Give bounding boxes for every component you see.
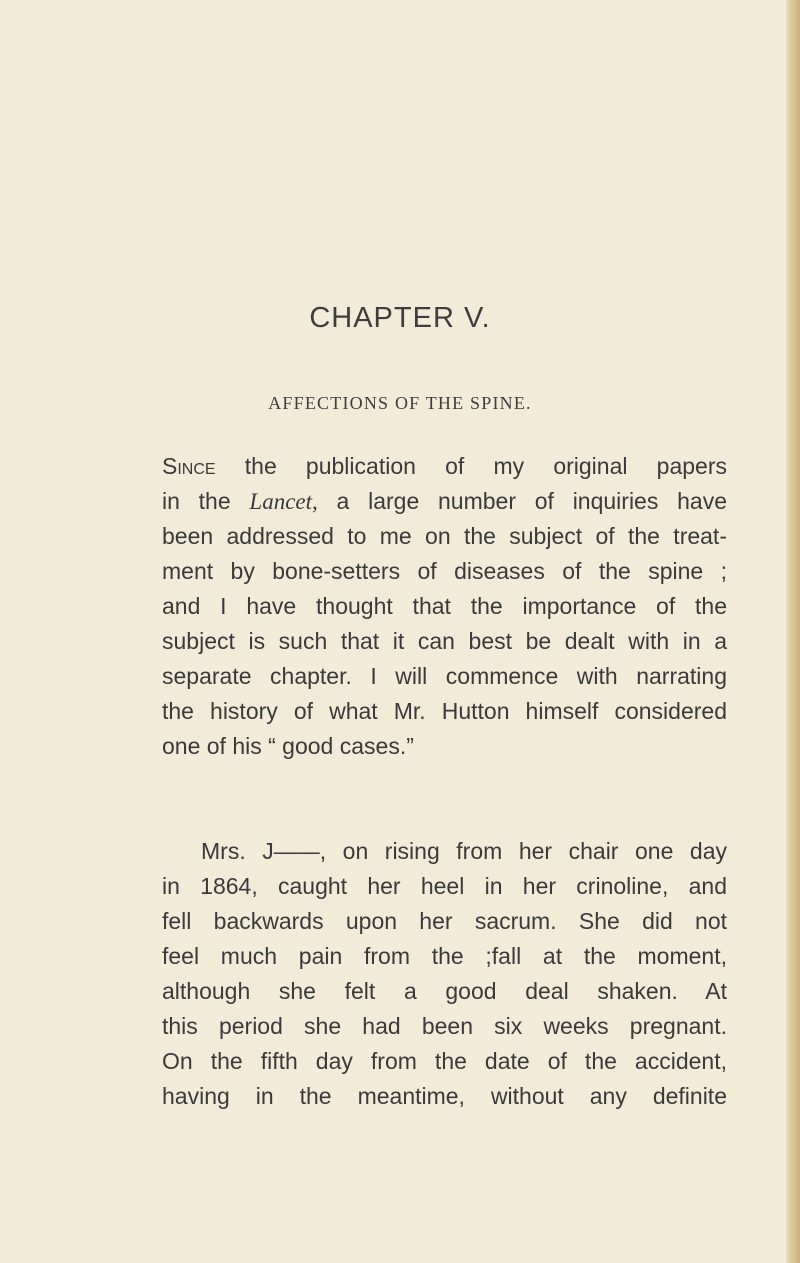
page-edge xyxy=(786,0,800,1263)
lead-word: Since xyxy=(162,453,216,479)
text-line: been addressed to me on the subject of the treat- xyxy=(162,523,727,549)
journal-title: Lancet, xyxy=(249,489,318,514)
text-line: this period she had been six weeks pregnant. xyxy=(162,1013,727,1039)
text-line: having in the meantime, without any definite xyxy=(162,1083,727,1109)
text-line: and I have thought that the importance of the xyxy=(162,593,727,619)
text-line: in the Lancet, a large number of inquiries have xyxy=(162,488,727,514)
text-line: although she felt a good deal shaken. At xyxy=(162,978,727,1004)
text-line: one of his “ good cases.” xyxy=(162,733,414,759)
text-line: Mrs. J——, on rising from her chair one day xyxy=(201,838,727,864)
text-line: feel much pain from the ;fall at the moment, xyxy=(162,943,727,969)
text-line: fell backwards upon her sacrum. She did not xyxy=(162,908,727,934)
chapter-title: CHAPTER V. xyxy=(309,302,491,334)
text-line: Since the publication of my original papers xyxy=(162,453,727,479)
paragraph-1 xyxy=(162,449,727,764)
text-line: in 1864, caught her heel in her crinoline, and xyxy=(162,873,727,899)
paragraph-2 xyxy=(162,834,727,1114)
text-line: the history of what Mr. Hutton himself considered xyxy=(162,698,727,724)
text-line: separate chapter. I will commence with narrating xyxy=(162,663,727,689)
text-line: subject is such that it can best be dealt with in a xyxy=(162,628,727,654)
text-line: ment by bone-setters of diseases of the spine ; xyxy=(162,558,727,584)
text-line: On the fifth day from the date of the accident, xyxy=(162,1048,727,1074)
section-title: AFFECTIONS OF THE SPINE. xyxy=(268,393,532,413)
